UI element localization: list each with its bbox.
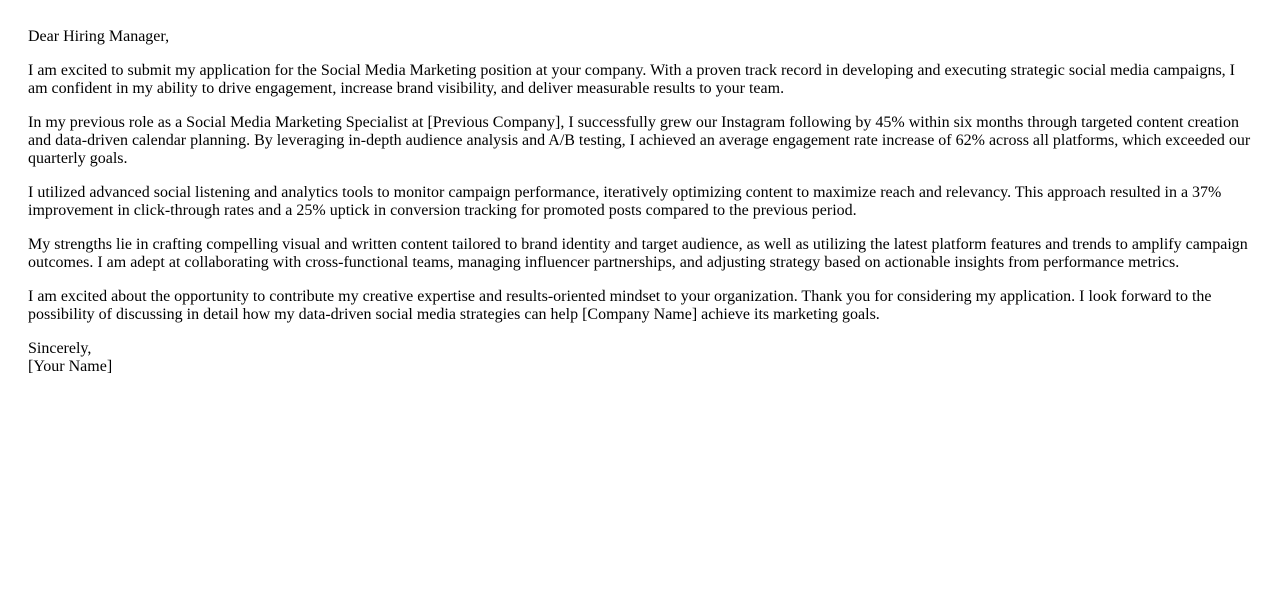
paragraph-strengths: My strengths lie in crafting compelling visual and written content tailored to brand identity and target audience, as well as utilizing the latest platform features and trends to amplify campaign outcomes. I am adept at collaborating with cross-functional teams, managing influencer partnerships, and adjusting strategy based on actionable insights from performance metrics. [28,236,1248,271]
paragraph-conclusion: I am excited about the opportunity to contribute my creative expertise and results-oriented mindset to your organization. Thank you for considering my application. I look forward to the possibility of discussing in detail how my data-driven social media strategies can help [Company Name] achieve its marketing goals. [28,288,1212,323]
closing-block [28,340,1253,376]
cover-letter [28,28,1253,376]
paragraph-intro: I am excited to submit my application for the Social Media Marketing position at your company. With a proven track record in developing and executing strategic social media campaigns, I am confident in my ability to drive engagement, increase brand visibility, and deliver measurable results to your team. [28,62,1235,97]
signature: [Your Name] [28,358,113,375]
salutation: Dear Hiring Manager, [28,28,170,45]
closing: Sincerely, [28,340,92,357]
paragraph-previous-role: In my previous role as a Social Media Marketing Specialist at [Previous Company], I successfully grew our Instagram following by 45% within six months through targeted content creation and data-driven calendar planning. By leveraging in-depth audience analysis and A/B testing, I achieved an average engagement rate increase of 62% across all platforms, which exceeded our quarterly goals. [28,114,1251,167]
paragraph-analytics: I utilized advanced social listening and analytics tools to monitor campaign performance, iteratively optimizing content to maximize reach and relevancy. This approach resulted in a 37% improvement in click-through rates and a 25% uptick in conversion tracking for promoted posts compared to the previous period. [28,184,1222,219]
